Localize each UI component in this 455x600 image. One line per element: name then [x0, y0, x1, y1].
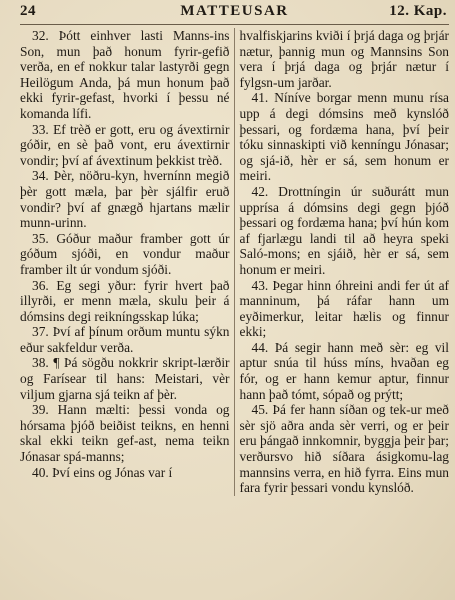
verse-number: 33.	[32, 121, 49, 137]
verse-text: Þá fer hann síðan og tek-ur með sèr sjö aðra anda sèr verri, og er þeir eru þángað innkomnir, byggja þeir þar; verðursvo hið síðara ásigkomu-lag mannsins verra, en hið fyrra. Eins mun fara fyrir þessari vondu kynslóð.	[239, 402, 449, 496]
verse-number: 44.	[251, 339, 269, 355]
verse-text: Því eins og Jónas var í	[52, 464, 173, 480]
verse-number: 41.	[251, 90, 269, 106]
verse	[20, 168, 230, 230]
verse-text: Eg segi yður: fyrir hvert það illyrði, er menn mæla, skulu þeir á dómsins degi reikníngsskap lúka;	[20, 277, 230, 324]
verse-text: Ef trèð er gott, eru og ávextirnir góðir, en sè það vont, eru ávextirnir vondir; því af ávextinum þekkist trèð.	[20, 121, 230, 168]
verse-number: 42.	[251, 183, 269, 199]
verse-text: Níníve borgar menn munu rísa upp á degi dómsins með kynslóð þessari, og fordæma hana, því þeir tóku sinnaskipti við kenníngu Jónasar; og sjá-ið, hèr er sá, sem honum er meiri.	[239, 90, 449, 184]
verse	[240, 184, 450, 278]
verse-text: Því af þínum orðum muntu sýkn eður sakfeldur verða.	[20, 324, 230, 355]
right-column	[235, 28, 450, 496]
page-number: 24	[20, 3, 36, 19]
verse-text: Góður maður framber gott úr góðum sjóði, en vondur maður framber ilt úr vondum sjóði.	[20, 230, 230, 277]
verse	[240, 402, 450, 496]
verse-number: 34.	[32, 168, 49, 184]
verse	[20, 355, 230, 402]
verse-number: 45.	[251, 402, 269, 418]
verse-text: Hann mælti: þessi vonda og hórsama þjóð beiðist teikns, en henni skal ekki teikn gef-ast, nema teikn Jónasar spá-manns;	[20, 402, 230, 465]
verse-text: Þótt einhver lasti Manns-ins Son, mun það honum fyrir-gefið verða, en ef nokkur talar lastyrði gegn Heilögum Anda, þá mun honum það ekki fyrir-gefast, hvorki í þessu né komanda lífi.	[20, 28, 230, 121]
verse	[240, 90, 450, 184]
verse-text: Þá segir hann með sèr: eg vil aptur snúa til húss míns, hvaðan eg fór, og er hann kemur aptur, finnur hann það tómt, sópað og prýtt;	[239, 339, 449, 402]
verse	[20, 231, 230, 278]
verse-text: hvalfiskjarins kviði í þrjá daga og þrjár nætur, þannig mun og Mannsins Son vera í þrjá daga og þrjár nætur í fylgsn-um jarðar.	[239, 28, 449, 90]
verse	[20, 122, 230, 169]
chapter-label: 12. Kap.	[389, 3, 447, 19]
verse-number: 43.	[251, 277, 269, 293]
verse-text: Þá sögðu nokkrir skript-lærðir og Farísear til hans: Meistari, vèr viljum gjarna sjá teikn af þèr.	[20, 355, 230, 402]
verse	[240, 340, 450, 402]
verse-number: 38. ¶	[32, 355, 60, 371]
verse	[240, 278, 450, 340]
verse-number: 37.	[32, 324, 49, 340]
left-column	[20, 28, 235, 496]
header-rule	[20, 24, 449, 25]
book-title: MATTEUSAR	[180, 3, 289, 19]
verse	[240, 28, 450, 90]
verse	[20, 28, 230, 122]
verse	[20, 465, 230, 481]
verse-number: 32.	[32, 28, 49, 43]
text-columns	[20, 28, 449, 496]
verse-number: 36.	[32, 277, 49, 293]
running-header	[20, 0, 449, 24]
verse	[20, 402, 230, 464]
verse-number: 35.	[32, 230, 49, 246]
verse-number: 39.	[32, 402, 49, 418]
verse	[20, 278, 230, 325]
verse-text: Þegar hinn óhreini andi fer út af manninum, þá ráfar hann um eyðimerkur, leitar hælis og finnur ekki;	[239, 277, 449, 340]
verse	[20, 324, 230, 355]
verse-text: Drottníngin úr suðurátt mun upprísa á dómsins degi gegn þjóð þessari og fordæma hana; því hún kom af fjarlægu landi til að heyra speki Saló-mons; en sjáið, hèr er sá, sem honum er meiri.	[239, 183, 449, 277]
verse-text: Þèr, nöðru-kyn, hvernínn megið þèr gott mæla, þar þèr sjálfir eruð vondir? því af gnægð hjartans mælir munn-urinn.	[20, 168, 230, 231]
verse-number: 40.	[32, 464, 49, 480]
